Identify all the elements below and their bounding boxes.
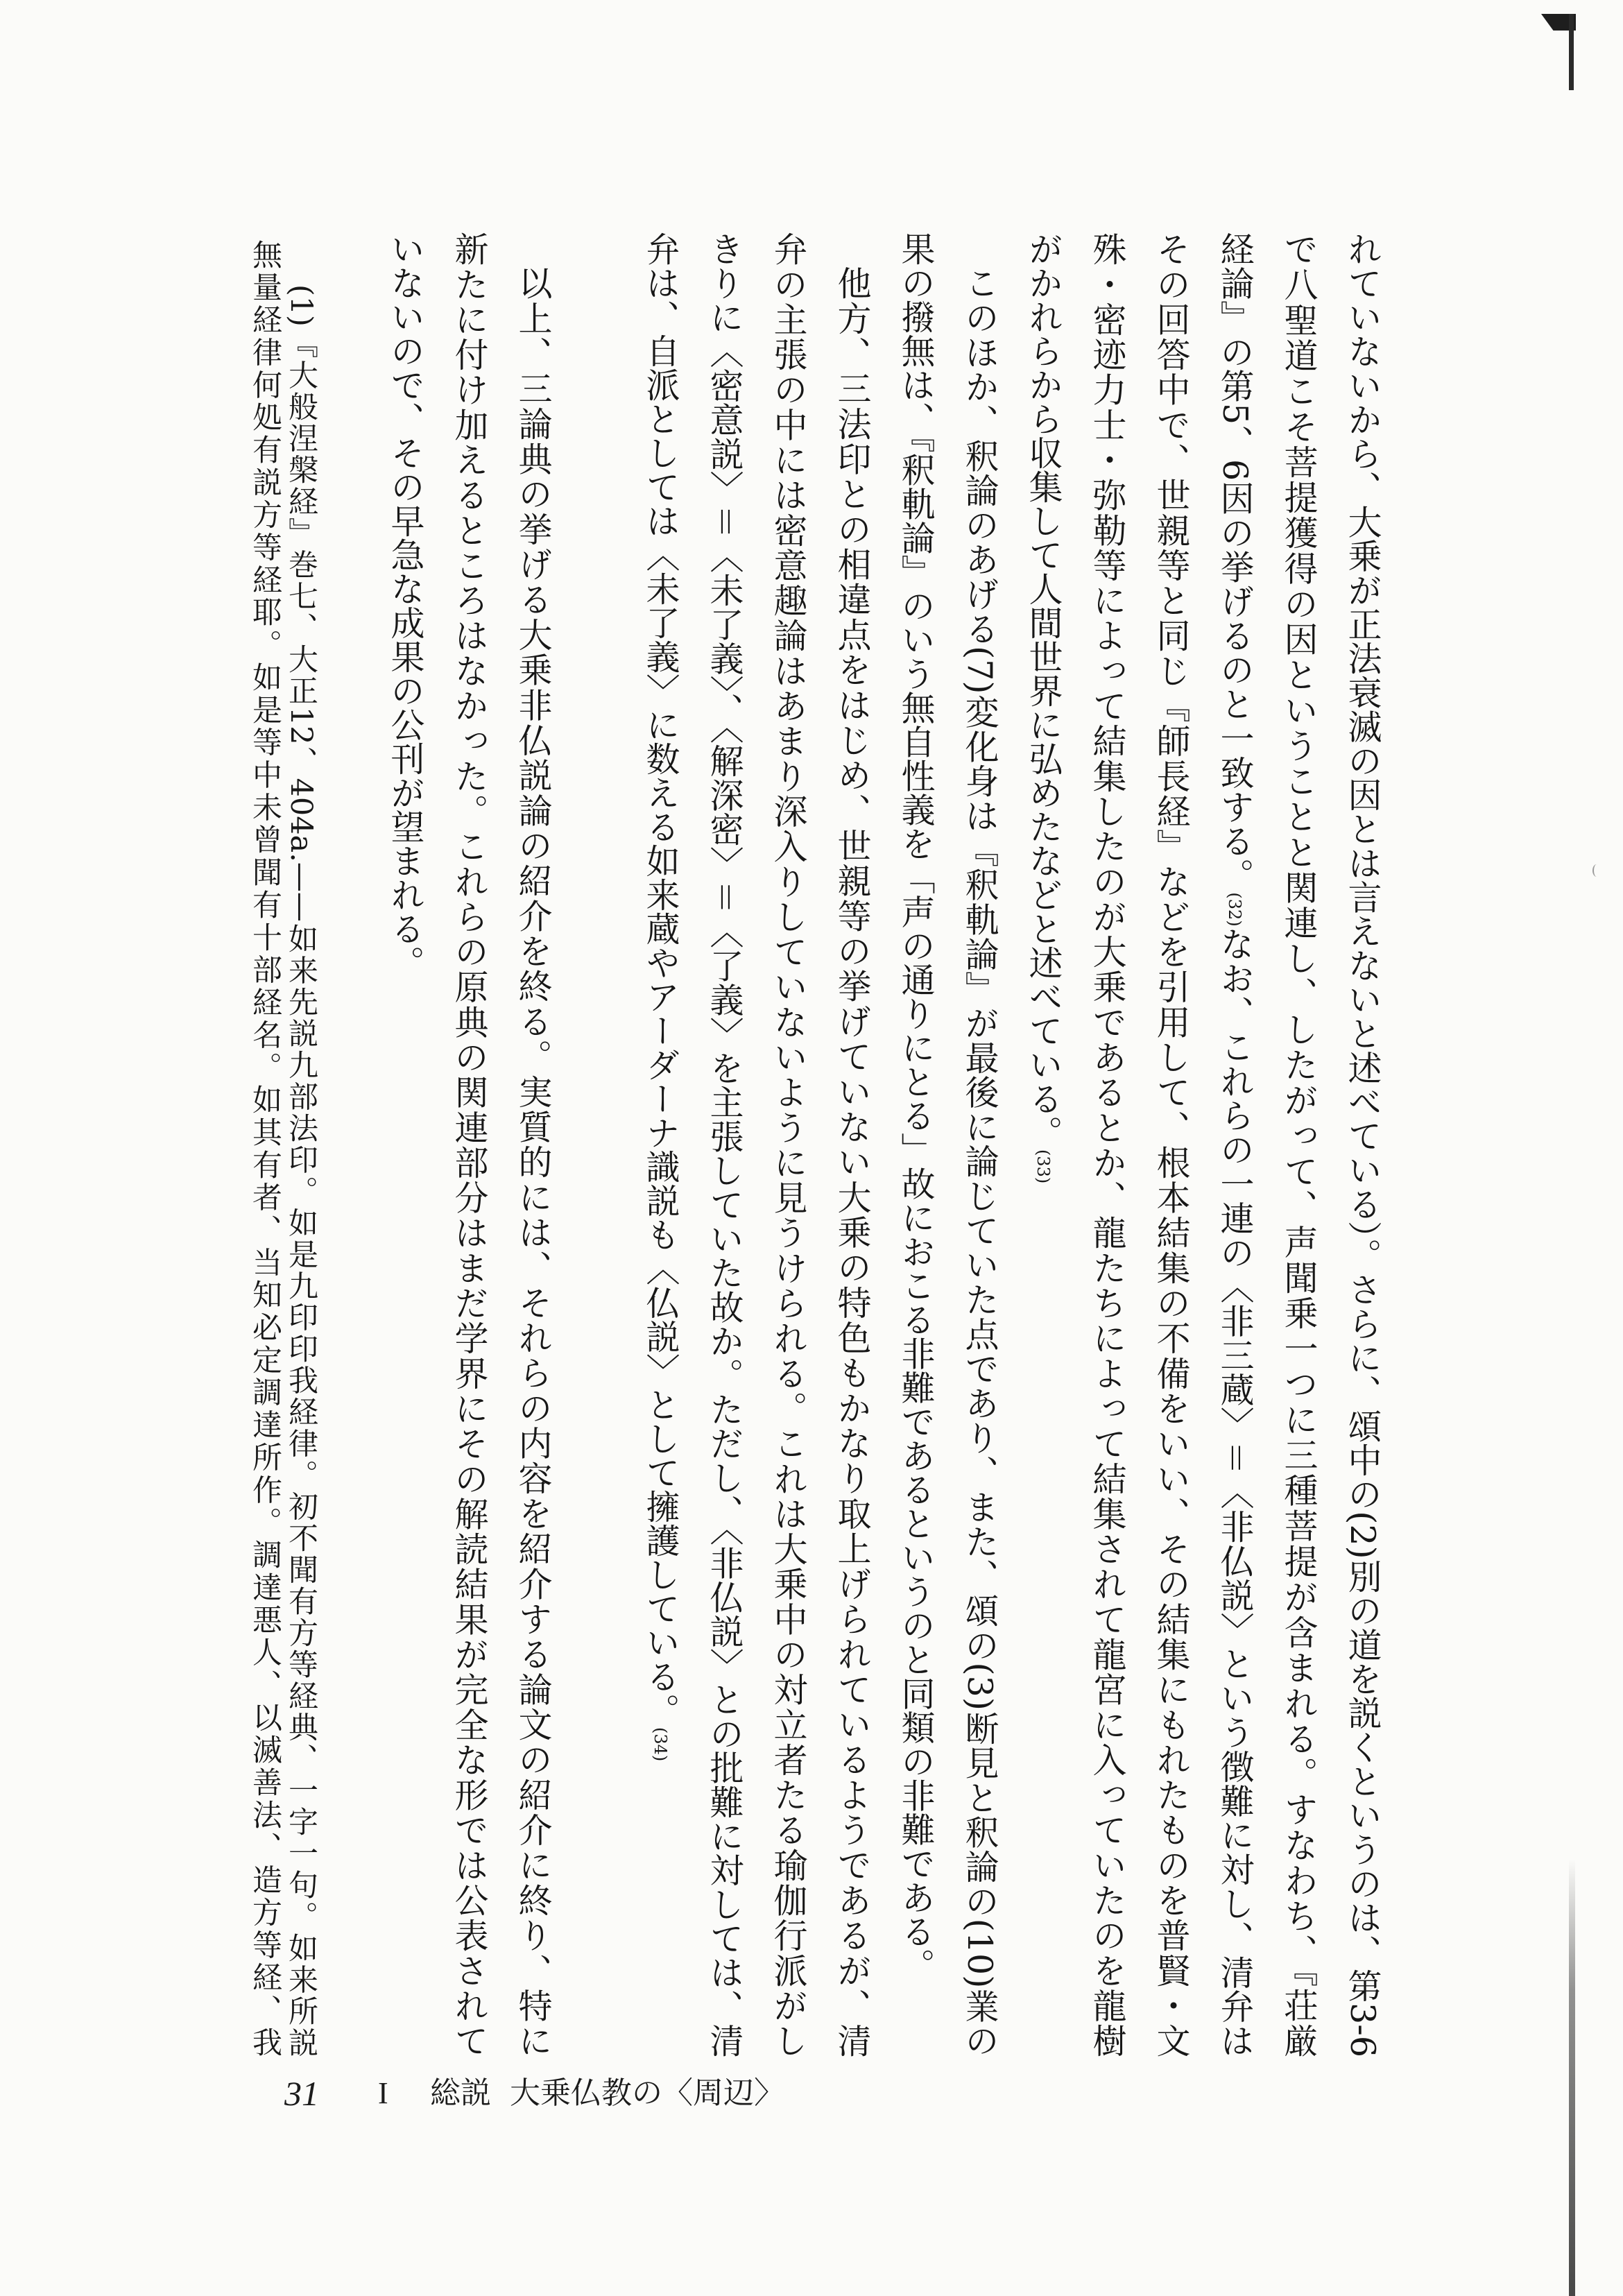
body-column-12 — [628, 232, 692, 2057]
footnote-ref[interactable]: (34) — [651, 1727, 670, 1762]
section-label: 総説 — [430, 2075, 491, 2111]
column-text: で八聖道こそ菩提獲得の因ということと関連し、したがって、声聞乗一つに三種菩提が含まれる。すなわち、『荘厳 — [1279, 232, 1319, 2057]
column-text: 弁の主張の中には密意趣論はあまり深入りしていないように見うけられる。これは大乗中の対立者たる瑜伽行派がし — [768, 232, 808, 2057]
column-text: このほか、釈論のあげる(7)変化身は『釈軌論』が最後に論じていた点であり、また、頌の(3)断見と釈論の(10)業の — [960, 266, 999, 2057]
column-text: 他方、三法印との相違点をはじめ、世親等の挙げていない大乗の特色もかなり取上げられているようであるが、清 — [832, 266, 872, 2057]
scan-corner-mark-tail — [1569, 14, 1574, 90]
body-column-7 — [947, 232, 1011, 2057]
column-text: 果の撥無は、『釈軌論』のいう無自性義を「声の通りにとる」故におこる非難であるというのと同類の非難である。 — [896, 232, 936, 1982]
column-text: 弁は、自派としては〈未了義〉に数える如来蔵やアーダーナ識説も〈仏説〉として擁護している。 — [641, 232, 680, 1727]
body-column-3 — [1203, 232, 1266, 2057]
body-column-10 — [756, 232, 820, 2057]
footnote-ref[interactable]: (33) — [1033, 1149, 1053, 1184]
scan-edge-shadow — [1569, 1859, 1575, 2296]
body-column-1 — [1330, 232, 1394, 2057]
footnote-text: (1)『大般涅槃経』巻七、大正12、404a.——如来先説九部法印。如是九印印我経律。初不聞有方等経典、一字一句。如来所説 — [284, 284, 318, 2057]
page-number: 31 — [284, 2074, 319, 2113]
column-text: きりに〈密意説〉＝〈未了義〉、〈解深密〉＝〈了義〉を主張していた故か。ただし、〈非仏説〉との批難に対しては、清 — [705, 232, 744, 2057]
column-text: 以上、三論典の挙げる大乗非仏説論の紹介を終る。実質的には、それらの内容を紹介する論文の紹介に終り、特に — [513, 266, 553, 2057]
body-column-5 — [1075, 232, 1139, 2057]
body-column-9 — [820, 232, 884, 2057]
body-column-13 — [501, 232, 565, 2057]
body-column-6 — [1011, 232, 1075, 2057]
column-text: れていないから、大乗が正法衰滅の因とは言えないと述べている）。さらに、頌中の(2)別の道を説くというのは、第3-6 — [1343, 232, 1382, 2057]
scan-speck — [1592, 864, 1601, 877]
footnote-ref[interactable]: (32) — [1225, 892, 1244, 927]
column-text: その回答中で、世親等と同じ『師長経』などを引用して、根本結集の不備をいい、その結集にもれたものを普賢・文 — [1151, 232, 1191, 2057]
body-column-4 — [1139, 232, 1203, 2057]
running-title: 大乗仏教の〈周辺〉 — [510, 2075, 784, 2111]
body-column-15 — [373, 232, 437, 2057]
body-column-14 — [437, 232, 501, 2057]
column-text: 経論』の第5、6因の挙げるのと一致する。 — [1215, 232, 1255, 893]
part-number: I — [378, 2076, 388, 2110]
body-column-11 — [692, 232, 756, 2057]
column-text: いないので、その早急な成果の公刊が望まれる。 — [386, 232, 425, 979]
column-text: なお、これらの一連の〈非三蔵〉＝〈非仏説〉という徴難に対し、清弁は — [1215, 926, 1255, 2057]
body-column-2 — [1266, 232, 1330, 2057]
column-text: 新たに付け加えるところはなかった。これらの原典の関連部分はまだ学界にその解読結果が完全な形では公表されて — [449, 232, 489, 2057]
footnote-column-1 — [282, 239, 320, 2057]
footnote-column-2 — [246, 239, 284, 2057]
body-column-8 — [884, 232, 947, 2057]
column-text: 殊・密迹力士・弥勒等によって結集したのが大乗であるとか、龍たちによって結集されて龍宮に入っていたのを龍樹 — [1088, 232, 1127, 2057]
footnote-text: 無量経律何処有説方等経耶。如是等中未曾聞有十部経名。如其有者、当知必定調達所作。調達悪人、以滅善法、造方等経、我 — [248, 239, 282, 2057]
column-text: がかれらから収集して人間世界に弘めたなどと述べている。 — [1024, 232, 1063, 1149]
